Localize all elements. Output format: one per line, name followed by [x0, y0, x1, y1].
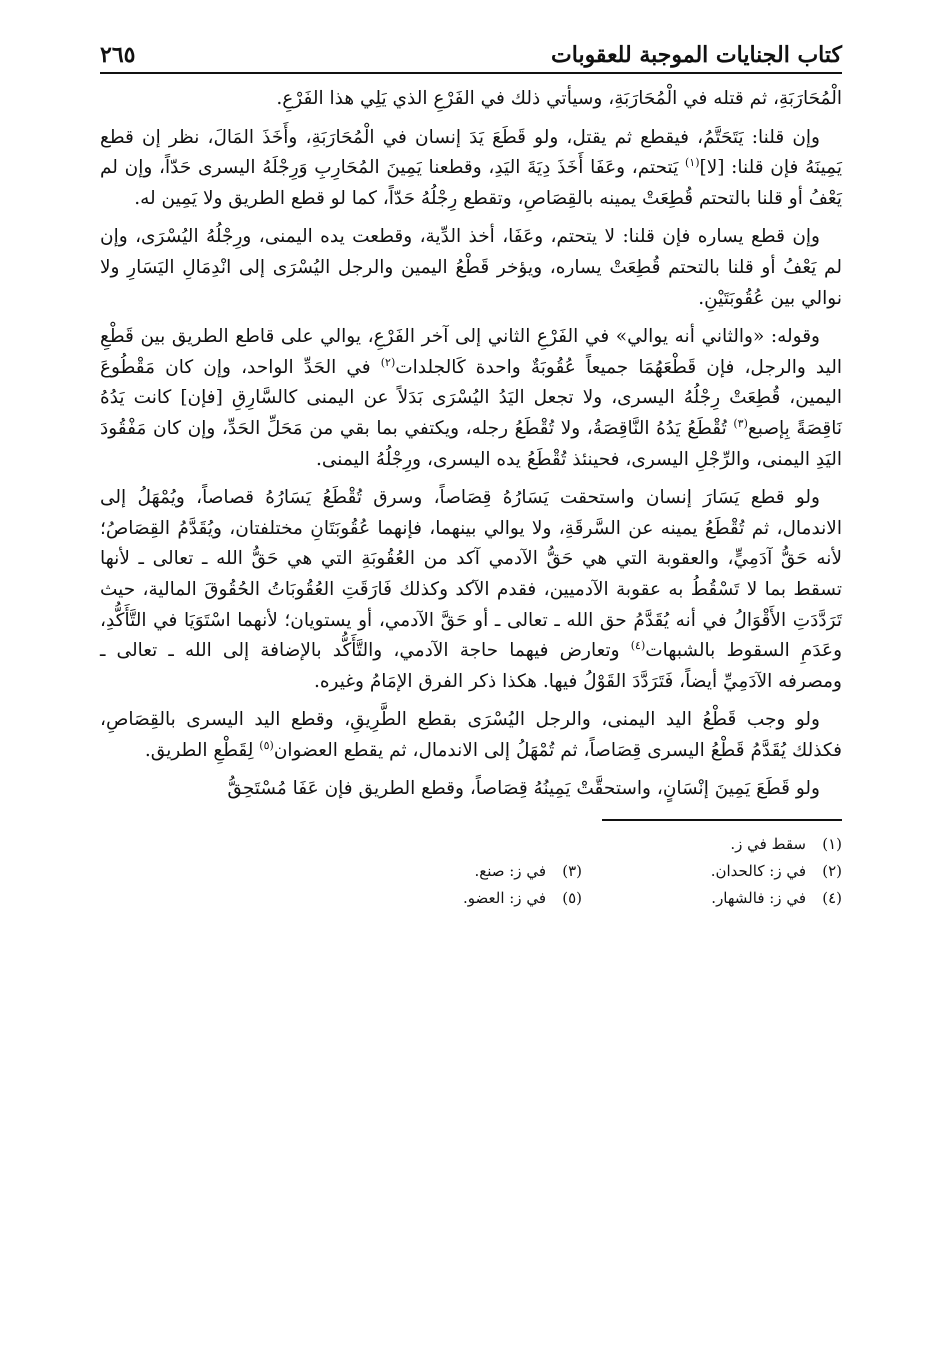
page-number: ٢٦٥: [100, 42, 136, 68]
book-page: [100, 32, 842, 912]
footnote-text: في ز: فالشهار.: [711, 888, 806, 907]
paragraph-text: وتعارض فيهما حاجة الآدمي، والتَّأَكُّد بالإضافة إلى الله ـ تعالى ـ ومصرفه الآدَمِيِّ أيضاً، فَتَرَدَّدَ القَوْلُ فيها. هكذا ذكر الفرق الإمَامُ وغيره.: [100, 640, 842, 692]
running-header: [100, 32, 842, 68]
footnote-marker: (٤): [630, 638, 646, 652]
paragraph-text: ولو قطع يَسَارَ إنسان واستحقت يَسَارُهُ قِصَاصاً، وسرق تُقْطَعُ يَسَارُهُ قصاصاً، ويُمْهَلُ إلى الاندمال، ثم تُقْطَعُ يمينه عن السَّرقَةِ، ولا يوالي بينهما، فإنهما عُقُوبَتَانِ مختلفتان، ويُقَدَّمُ القِصَاصُ؛ لأنه حَقُّ آدَمِيٍّ، والعقوبة التي هي حَقُّ الآدمي آكد من العُقُوبَةِ التي هي حَقُّ الله ـ تعالى ـ لأنها تسقط بما لا تَسْقُطُ به عقوبة الآدميين، فقدم الآكد وكذلك فَارَقَتِ العُقُوبَاتُ الحُقُوقَ المالية، حيث تَرَدَّدَتِ الأَقْوَالُ في أنه يُقَدَّمُ حق الله ـ تعالى ـ أو حَقَّ الآدمي، أو يستويان؛ لأنهما اسْتَوَيَا في التَّأَكُّدِ، وعَدَمِ السقوط بالشبهات: [100, 487, 843, 662]
footnote-text: سقط في ز.: [730, 834, 806, 853]
footnote-number: (٤): [822, 888, 842, 907]
footnote-row: [100, 831, 842, 858]
footnote-row: [100, 858, 842, 885]
chapter-title: كتاب الجنايات الموجبة للعقوبات: [551, 42, 842, 68]
paragraph: [100, 123, 842, 215]
paragraph-text: وقوله: «والثاني أنه يوالي» في الفَرْعِ الثاني إلى آخر الفَرْعِ، يوالي على قاطع الطريق بين قَطْعِ اليد والرجل، فإن قَطْعَهُمَا جميعاً عُقُوبَةٌ واحدة كَالجلدات: [100, 326, 842, 378]
footnotes: [100, 831, 842, 912]
footnote-row: [100, 885, 842, 912]
footnote-3: [322, 858, 582, 885]
footnote-4: [582, 885, 842, 912]
footnote-number: (٣): [562, 861, 582, 880]
footnote-number: (٢): [822, 861, 842, 880]
footnote-marker: (١): [684, 156, 700, 170]
header-rule: [100, 72, 842, 74]
paragraph-text: ولو قَطَعَ يَمِينَ إنْسَانٍ، واستحقَّتْ يَمِينُهُ قِصَاصاً، وقطع الطريق فإن عَفَا مُسْتَحِقُّ: [227, 778, 820, 800]
paragraph-text: ولو وجب قَطْعُ اليد اليمنى، والرجل اليُسْرَى بقطع الطَّرِيقِ، وقطع اليد اليسرى بالقِصَاصِ، فكذلك يُقَدَّمُ قَطْعُ اليسرى قِصَاصاً، ثم تُمْهَلُ إلى الاندمال، ثم يقطع العضوان: [100, 709, 842, 761]
paragraph: [100, 84, 842, 115]
footnote-rule: [602, 819, 842, 821]
footnote-2: [582, 858, 842, 885]
footnote-number: (١): [822, 834, 842, 853]
footnote-marker: (٥): [259, 738, 274, 752]
body-text: [100, 84, 842, 805]
paragraph: [100, 483, 842, 697]
footnote-marker: (٢): [380, 355, 396, 369]
footnote-5: [322, 885, 582, 912]
paragraph: [100, 774, 842, 805]
paragraph-text: لِقَطْعِ الطريق.: [144, 739, 260, 761]
paragraph-text: تُقْطَعُ يَدُهُ النَّاقِصَةُ، ولا تُقْطَعُ رجله، ويكتفي بما بقي من مَحَلِّ الحَدِّ، وإن كان مَفْقُودَ اليَدِ اليمنى، والرِّجْلِ اليسرى، فحينئذ تُقْطَعُ يده اليسرى، ورِجْلُهُ اليمنى.: [100, 417, 842, 470]
paragraph: [100, 322, 842, 475]
footnote-text: في ز: كالحدان.: [710, 861, 806, 880]
paragraph-text: الْمُحَارَبَةِ، ثم قتله في الْمُحَارَبَةِ، وسيأتي ذلك في الفَرْعِ الذي يَلِي هذا الفَرْعِ.: [276, 88, 842, 109]
paragraph-text: وإن قطع يساره فإن قلنا: لا يتحتم، وعَفَا، أخذ الدِّية، وقطعت يده اليمنى، ورِجْلُهُ اليُسْرَى، وإن لم يَعْفُ أو قلنا بالتحتم قُطِعَتْ يساره، ويؤخر قَطْعُ اليمين والرجل اليُسْرَى إلى انْدِمَالِ اليَسَارِ ولا نوالي بين عُقُوبَتَيْنِ.: [100, 226, 842, 309]
footnote-number: (٥): [562, 888, 582, 907]
paragraph-text: في الحَدِّ الواحد، وإن كان مَقْطُوعَ اليمين، قُطِعَتْ رِجْلُهُ اليسرى، ولا تجعل اليَدُ اليُسْرَى بَدَلاً عن اليمنى كالسَّارِقِ [فإن] كانت يَدُهُ نَاقِصَةً بِإصبع: [100, 356, 842, 439]
paragraph: [100, 705, 842, 766]
paragraph-text: يَتحتم، وعَفَا أَخَذَ دِيَةَ اليَدِ، وقطعنا يَمِينَ المُحَارِبِ وَرِجْلَهُ اليسرى حَدّاً، وإن لم يَعْفُ أو قلنا بالتحتم قُطِعَتْ يمينه بالقِصَاصِ، وتقطع رِجْلُهُ حَدّاً، كما لو قطع الطريق ولا يَمِين له.: [100, 157, 842, 209]
footnote-1: [582, 831, 842, 858]
footnote-text: في ز: العضو.: [462, 888, 546, 907]
footnote-marker: (٣): [733, 416, 748, 430]
paragraph: [100, 222, 842, 314]
paragraph-text: وإن قلنا: يَتَحَتَّمُ، فيقطع ثم يقتل، ولو قَطَعَ يَدَ إنسان في الْمُحَارَبَةِ، وأَخَذَ المَالَ، نظر إن قطع يَمِينَهُ فإن قلنا: [لا]: [100, 126, 842, 179]
footnote-text: في ز: صنع.: [474, 861, 546, 880]
